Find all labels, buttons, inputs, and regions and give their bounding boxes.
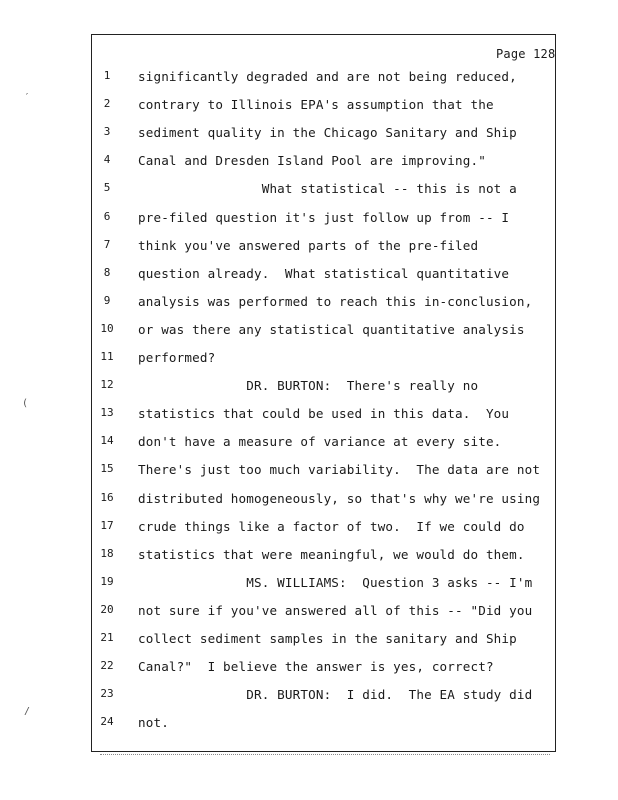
transcript-line (0, 434, 618, 452)
line-number: 2 (103, 97, 111, 111)
transcript-line (0, 659, 618, 677)
line-text: MS. WILLIAMS: Question 3 asks -- I'm (138, 574, 533, 590)
line-text: don't have a measure of variance at every site. (138, 434, 502, 450)
line-text: question already. What statistical quantitative (138, 265, 510, 281)
transcript-line (0, 519, 618, 537)
transcript-line (0, 210, 618, 228)
transcript-line (0, 715, 618, 733)
transcript-line (0, 603, 618, 621)
line-number: 21 (100, 631, 114, 644)
line-number: 9 (103, 293, 111, 307)
line-number: 7 (103, 237, 111, 251)
line-number: 1 (103, 69, 111, 82)
line-text: Canal and Dresden Island Pool are improving." (138, 153, 486, 169)
line-text: What statistical -- this is not a (138, 181, 517, 197)
line-number: 23 (100, 687, 114, 701)
line-number: 12 (100, 378, 114, 392)
line-text: or was there any statistical quantitative analysis (138, 321, 525, 337)
transcript-line (0, 69, 618, 87)
line-text: not. (138, 715, 169, 731)
transcript-line (0, 631, 618, 649)
line-text: performed? (138, 350, 216, 365)
page-number: Page 128 (496, 47, 556, 61)
transcript-line (0, 125, 618, 143)
line-number: 16 (100, 490, 114, 504)
line-number: 5 (103, 181, 111, 195)
margin-tick-mark: ( (22, 398, 29, 409)
line-text: There's just too much variability. The data are not (138, 462, 541, 478)
transcript-line (0, 294, 618, 312)
line-text: pre-filed question it's just follow up from -- I (138, 209, 510, 225)
line-text: significantly degraded and are not being reduced, (138, 69, 517, 84)
line-text: DR. BURTON: There's really no (138, 378, 479, 394)
line-number: 24 (100, 715, 114, 729)
transcript-line (0, 97, 618, 115)
transcript-line (0, 153, 618, 171)
line-number: 14 (100, 434, 114, 448)
line-number: 11 (100, 350, 114, 363)
line-text: Canal?" I believe the answer is yes, correct? (138, 659, 494, 675)
line-number: 22 (100, 659, 114, 673)
line-text: collect sediment samples in the sanitary and Ship (138, 631, 517, 646)
line-text: think you've answered parts of the pre-filed (138, 237, 479, 253)
transcript-line (0, 350, 618, 368)
transcript-line (0, 687, 618, 705)
margin-tick-mark: ′ (24, 92, 31, 103)
line-number: 18 (100, 546, 114, 560)
line-text: sediment quality in the Chicago Sanitary and Ship (138, 125, 517, 141)
line-number: 19 (100, 574, 114, 588)
line-number: 4 (103, 153, 111, 167)
margin-tick-mark: / (24, 706, 31, 717)
transcript-line (0, 238, 618, 256)
line-number: 13 (100, 406, 114, 420)
line-number: 17 (100, 518, 114, 532)
line-text: distributed homogeneously, so that's why we're using (138, 490, 541, 506)
transcript-line (0, 491, 618, 509)
line-text: statistics that could be used in this data. You (138, 406, 510, 422)
line-number: 15 (100, 462, 114, 476)
line-text: contrary to Illinois EPA's assumption that the (138, 97, 494, 113)
transcript-line (0, 462, 618, 480)
transcript-line (0, 406, 618, 424)
transcript-line (0, 266, 618, 284)
line-number: 20 (100, 602, 114, 616)
line-text: DR. BURTON: I did. The EA study did (138, 687, 533, 703)
transcript-line (0, 322, 618, 340)
transcript-line (0, 378, 618, 396)
footer-rule (100, 754, 550, 755)
transcript-line (0, 181, 618, 199)
line-text: crude things like a factor of two. If we could do (138, 518, 525, 534)
line-text: analysis was performed to reach this in-conclusion, (138, 293, 533, 309)
line-number: 6 (103, 209, 111, 223)
line-number: 8 (103, 265, 111, 279)
line-text: not sure if you've answered all of this -- "Did you (138, 602, 533, 618)
line-text: statistics that were meaningful, we would do them. (138, 546, 525, 562)
line-number: 3 (103, 125, 111, 139)
line-number: 10 (100, 321, 114, 335)
transcript-line (0, 575, 618, 593)
transcript-line (0, 547, 618, 565)
